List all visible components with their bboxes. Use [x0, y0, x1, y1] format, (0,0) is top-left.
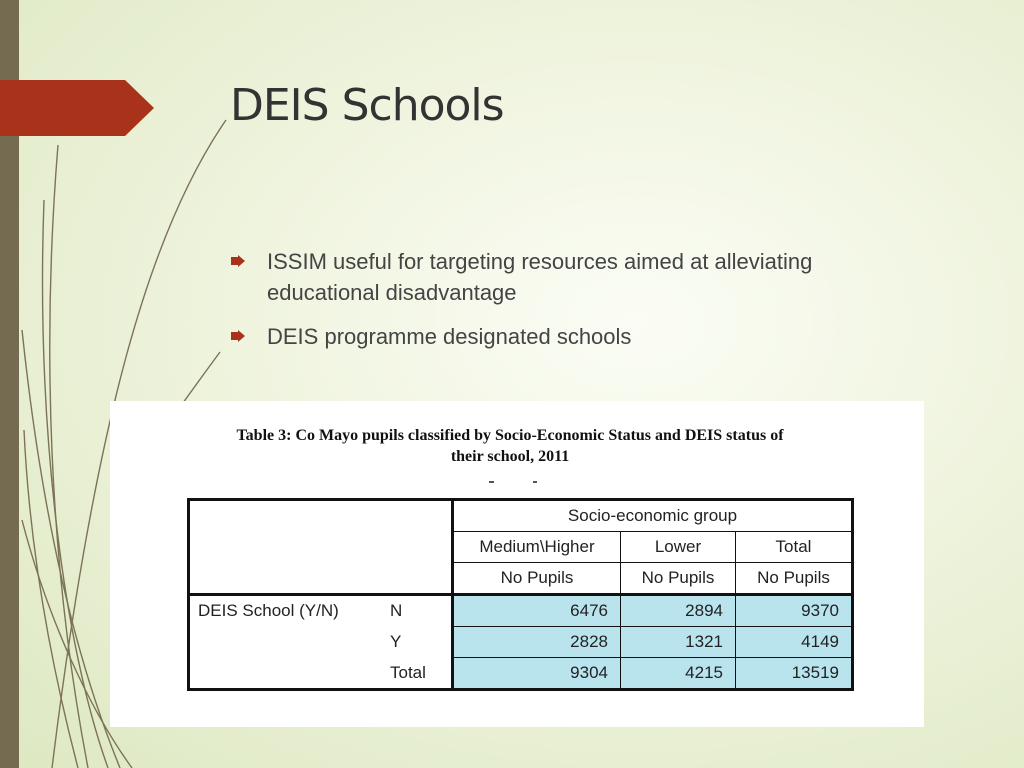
table-corner-cell [382, 532, 453, 563]
table-row [189, 500, 853, 532]
table-row [189, 595, 853, 627]
table-corner-cell [189, 532, 383, 563]
table-row [189, 658, 853, 690]
table-cell: 1321 [621, 627, 736, 658]
table-cell: 4149 [736, 627, 853, 658]
table-caption-line: their school, 2011 [450, 448, 570, 465]
table-row-header: DEIS School (Y/N) [189, 595, 383, 627]
slide-title: DEIS Schools [230, 80, 504, 131]
bullet-text: ISSIM useful for targeting resources aimed at alleviating educational disadvantage [267, 249, 813, 305]
table-caption-line: Table 3: Co Mayo pupils classified by Socio-Economic Status and DEIS status of [236, 427, 784, 444]
bullet-list [229, 246, 869, 365]
table-cell: 9304 [453, 658, 621, 690]
table-group-header: Socio-economic group [453, 500, 853, 532]
table-corner-cell [382, 563, 453, 595]
table-column-header: Total [736, 532, 853, 563]
table-column-header: Medium\Higher [453, 532, 621, 563]
right-arrow-bullet-icon [230, 255, 246, 267]
table-corner-cell [382, 500, 453, 532]
table-image-panel [110, 401, 924, 727]
bullet-text: DEIS programme designated schools [267, 324, 632, 349]
table-column-header: Lower [621, 532, 736, 563]
table-row [189, 532, 853, 563]
table-unit-header: No Pupils [736, 563, 853, 595]
table-row-header-spacer [189, 627, 383, 658]
bullet-item [229, 246, 869, 308]
table-corner-cell [189, 500, 383, 532]
stats-table [187, 498, 854, 691]
table-cell: 9370 [736, 595, 853, 627]
table-cell: 2894 [621, 595, 736, 627]
table-row-label: Y [382, 627, 453, 658]
table-unit-header: No Pupils [453, 563, 621, 595]
table-unit-header: No Pupils [621, 563, 736, 595]
table-row-label: N [382, 595, 453, 627]
accent-arrow-shape [0, 80, 155, 136]
right-arrow-bullet-icon [230, 330, 246, 342]
table-cell: 6476 [453, 595, 621, 627]
table-row [189, 627, 853, 658]
scan-mark [489, 481, 494, 483]
table-caption [150, 425, 870, 467]
table-row [189, 563, 853, 595]
table-row-header-spacer [189, 658, 383, 690]
table-row-label: Total [382, 658, 453, 690]
table-cell: 2828 [453, 627, 621, 658]
table-cell: 13519 [736, 658, 853, 690]
bullet-item [229, 321, 869, 352]
table-corner-cell [189, 563, 383, 595]
scan-mark [533, 481, 537, 483]
table-cell: 4215 [621, 658, 736, 690]
